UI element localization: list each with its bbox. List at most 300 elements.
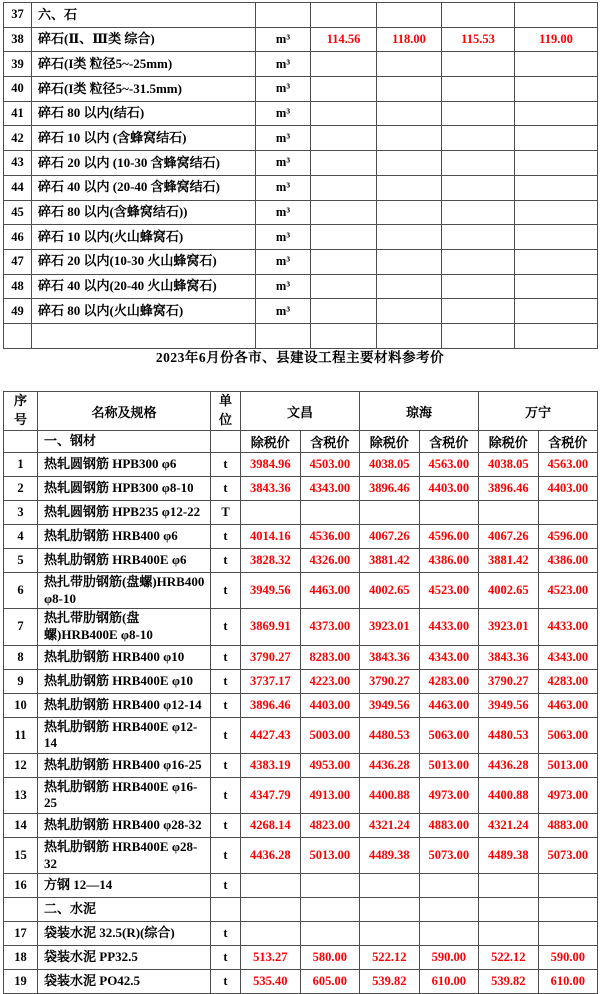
price-value: 4326.00 xyxy=(300,549,360,573)
price-value xyxy=(442,274,515,299)
price-value: 3896.46 xyxy=(360,477,420,501)
material-name: 方钢 12—14 xyxy=(38,874,211,898)
price-value xyxy=(442,77,515,102)
price-value: 8283.00 xyxy=(300,645,360,669)
row-number: 1 xyxy=(4,453,38,477)
price-value: 590.00 xyxy=(538,946,598,970)
unit-value: t xyxy=(211,970,241,994)
price-value xyxy=(300,874,360,898)
price-value: 4953.00 xyxy=(300,753,360,777)
price-value: 4002.65 xyxy=(479,573,539,609)
row-number xyxy=(4,323,32,348)
row-number: 15 xyxy=(4,838,38,874)
row-number: 38 xyxy=(4,27,32,52)
price-value xyxy=(241,922,301,946)
material-name: 热轧肋钢筋 HRB400E φ12-14 xyxy=(38,717,211,753)
table-row xyxy=(4,753,598,777)
material-name: 碎石(I类 粒径5~-25mm) xyxy=(32,52,256,77)
table-row xyxy=(4,453,598,477)
column-header-no xyxy=(4,392,38,431)
row-number xyxy=(4,898,38,922)
price-value: 3843.36 xyxy=(360,645,420,669)
price-value: 4883.00 xyxy=(538,814,598,838)
subheader-ex-tax-wanning: 除税价 xyxy=(479,431,539,453)
row-number: 13 xyxy=(4,777,38,813)
price-value: 3923.01 xyxy=(360,609,420,645)
price-value xyxy=(538,501,598,525)
unit-value: m³ xyxy=(256,52,311,77)
unit-value: t xyxy=(211,645,241,669)
price-value xyxy=(311,299,377,324)
price-value: 3790.27 xyxy=(479,669,539,693)
price-value xyxy=(377,101,442,126)
price-value xyxy=(377,77,442,102)
price-value: 4503.00 xyxy=(300,453,360,477)
unit-value: m³ xyxy=(256,175,311,200)
price-value xyxy=(300,922,360,946)
price-value: 4463.00 xyxy=(419,693,479,717)
page-title: 2023年6月份各市、县建设工程主要材料参考价 xyxy=(155,350,445,365)
price-value: 5063.00 xyxy=(538,717,598,753)
row-number: 48 xyxy=(4,274,32,299)
material-name: 热轧肋钢筋 HRB400E φ10 xyxy=(38,669,211,693)
price-value: 119.00 xyxy=(515,27,598,52)
price-value: 114.56 xyxy=(311,27,377,52)
price-value: 115.53 xyxy=(442,27,515,52)
table-row xyxy=(4,645,598,669)
price-value xyxy=(311,101,377,126)
column-header-unit-label: 单位 xyxy=(218,393,232,427)
price-value: 4436.28 xyxy=(241,838,301,874)
price-value xyxy=(515,274,598,299)
row-number: 11 xyxy=(4,717,38,753)
price-value xyxy=(442,249,515,274)
material-name: 碎石 80 以内(火山蜂窝石) xyxy=(32,299,256,324)
unit-value: t xyxy=(211,946,241,970)
price-value xyxy=(515,3,598,28)
material-name: 热轧圆钢筋 HPB300 φ6 xyxy=(38,453,211,477)
material-name: 二、水泥 xyxy=(38,898,211,922)
price-value: 5063.00 xyxy=(419,717,479,753)
price-value xyxy=(241,898,301,922)
table-row xyxy=(4,777,598,813)
price-value xyxy=(479,898,539,922)
unit-value: t xyxy=(211,549,241,573)
unit-value: m³ xyxy=(256,101,311,126)
price-value: 610.00 xyxy=(538,970,598,994)
table-row xyxy=(4,27,598,52)
row-number: 14 xyxy=(4,814,38,838)
price-value: 3881.42 xyxy=(360,549,420,573)
price-value xyxy=(442,299,515,324)
unit-value: m³ xyxy=(256,200,311,225)
price-value: 3923.01 xyxy=(479,609,539,645)
price-value: 4268.14 xyxy=(241,814,301,838)
row-number: 47 xyxy=(4,249,32,274)
price-value xyxy=(442,126,515,151)
price-value xyxy=(442,225,515,250)
row-number: 9 xyxy=(4,669,38,693)
price-value: 4489.38 xyxy=(479,838,539,874)
price-value: 3949.56 xyxy=(479,693,539,717)
price-value xyxy=(515,299,598,324)
price-value: 3790.27 xyxy=(360,669,420,693)
material-name: 热轧肋钢筋 HRB400E φ28-32 xyxy=(38,838,211,874)
table-row xyxy=(4,922,598,946)
price-value: 3790.27 xyxy=(241,645,301,669)
unit-value: t xyxy=(211,922,241,946)
price-value: 4436.28 xyxy=(479,753,539,777)
price-value xyxy=(515,151,598,176)
material-name: 热轧肋钢筋 HRB400 φ16-25 xyxy=(38,753,211,777)
price-value: 4400.88 xyxy=(360,777,420,813)
price-value: 3896.46 xyxy=(241,693,301,717)
price-value: 4563.00 xyxy=(538,453,598,477)
unit-value: m³ xyxy=(256,126,311,151)
price-value: 4067.26 xyxy=(479,525,539,549)
material-name: 袋装水泥 PO42.5 xyxy=(38,970,211,994)
material-name: 碎石(I类 粒径5~-31.5mm) xyxy=(32,77,256,102)
price-value: 539.82 xyxy=(479,970,539,994)
city-price-table xyxy=(3,391,598,994)
price-value: 4373.00 xyxy=(300,609,360,645)
price-value: 4973.00 xyxy=(538,777,598,813)
table-row xyxy=(4,717,598,753)
price-value xyxy=(419,501,479,525)
price-value: 4343.00 xyxy=(300,477,360,501)
price-value xyxy=(442,151,515,176)
price-value: 522.12 xyxy=(360,946,420,970)
price-value: 4536.00 xyxy=(300,525,360,549)
price-value: 4596.00 xyxy=(538,525,598,549)
material-name: 碎石 40 以内 (20-40 含蜂窝结石) xyxy=(32,175,256,200)
row-number: 39 xyxy=(4,52,32,77)
price-value xyxy=(377,175,442,200)
price-value xyxy=(377,126,442,151)
material-name: 热轧肋钢筋 HRB400E φ6 xyxy=(38,549,211,573)
price-value: 4014.16 xyxy=(241,525,301,549)
price-value: 3843.36 xyxy=(241,477,301,501)
row-number: 7 xyxy=(4,609,38,645)
price-value xyxy=(377,225,442,250)
price-value xyxy=(515,200,598,225)
table-row xyxy=(4,898,598,922)
price-value xyxy=(442,175,515,200)
price-value xyxy=(515,175,598,200)
unit-value: t xyxy=(211,814,241,838)
price-value: 535.40 xyxy=(241,970,301,994)
price-value: 4973.00 xyxy=(419,777,479,813)
table-row xyxy=(4,501,598,525)
material-name: 碎石 40 以内(20-40 火山蜂窝石) xyxy=(32,274,256,299)
material-name: 碎石(Ⅱ、Ⅲ类 综合) xyxy=(32,27,256,52)
price-value: 5013.00 xyxy=(300,838,360,874)
table-row xyxy=(4,274,598,299)
price-value: 522.12 xyxy=(479,946,539,970)
price-value xyxy=(479,501,539,525)
price-value: 118.00 xyxy=(377,27,442,52)
material-name: 热扎带肋钢筋(盘螺)HRB400E φ8-10 xyxy=(38,609,211,645)
row-number: 8 xyxy=(4,645,38,669)
price-value: 4386.00 xyxy=(538,549,598,573)
price-value xyxy=(300,898,360,922)
material-name: 袋装水泥 PP32.5 xyxy=(38,946,211,970)
price-value: 5013.00 xyxy=(419,753,479,777)
unit-value: m³ xyxy=(256,77,311,102)
price-value: 580.00 xyxy=(300,946,360,970)
table-header-row xyxy=(4,392,598,431)
price-value: 4883.00 xyxy=(419,814,479,838)
price-value: 3737.17 xyxy=(241,669,301,693)
price-value: 4463.00 xyxy=(300,573,360,609)
row-number: 40 xyxy=(4,77,32,102)
price-value xyxy=(311,126,377,151)
row-number: 37 xyxy=(4,3,32,28)
row-number: 3 xyxy=(4,501,38,525)
price-value: 4343.00 xyxy=(538,645,598,669)
price-value xyxy=(442,101,515,126)
price-value: 3949.56 xyxy=(241,573,301,609)
row-number: 19 xyxy=(4,970,38,994)
row-number: 42 xyxy=(4,126,32,151)
price-value: 4347.79 xyxy=(241,777,301,813)
price-value xyxy=(360,874,420,898)
unit-value: m³ xyxy=(256,249,311,274)
stone-table-body xyxy=(4,3,598,349)
price-value xyxy=(442,323,515,348)
material-name xyxy=(32,323,256,348)
price-value xyxy=(311,274,377,299)
subheader-empty-no xyxy=(4,431,38,453)
section-label-steel: 一、钢材 xyxy=(38,431,211,453)
price-value: 3843.36 xyxy=(479,645,539,669)
price-value xyxy=(311,77,377,102)
row-number: 16 xyxy=(4,874,38,898)
material-name: 热轧圆钢筋 HPB300 φ8-10 xyxy=(38,477,211,501)
price-value: 4480.53 xyxy=(360,717,420,753)
subheader-ex-tax-qionghai: 除税价 xyxy=(360,431,420,453)
price-value: 4283.00 xyxy=(538,669,598,693)
material-name: 热扎带肋钢筋(盘螺)HRB400 φ8-10 xyxy=(38,573,211,609)
row-number: 12 xyxy=(4,753,38,777)
table-subheader-row xyxy=(4,431,598,453)
price-value xyxy=(311,52,377,77)
price-value: 4223.00 xyxy=(300,669,360,693)
row-number: 5 xyxy=(4,549,38,573)
unit-value: m³ xyxy=(256,151,311,176)
unit-value: t xyxy=(211,777,241,813)
unit-value: t xyxy=(211,693,241,717)
price-value: 3869.91 xyxy=(241,609,301,645)
price-value: 4002.65 xyxy=(360,573,420,609)
table-row xyxy=(4,3,598,28)
subheader-inc-tax-qionghai: 含税价 xyxy=(419,431,479,453)
column-header-name: 名称及规格 xyxy=(38,392,211,431)
table-row xyxy=(4,609,598,645)
price-value xyxy=(515,323,598,348)
table-row xyxy=(4,225,598,250)
unit-value: t xyxy=(211,717,241,753)
table-row xyxy=(4,52,598,77)
price-value: 4489.38 xyxy=(360,838,420,874)
subheader-ex-tax-wenchang: 除税价 xyxy=(241,431,301,453)
unit-value: t xyxy=(211,838,241,874)
price-value: 4523.00 xyxy=(538,573,598,609)
table-row xyxy=(4,525,598,549)
price-value: 4596.00 xyxy=(419,525,479,549)
price-value xyxy=(515,225,598,250)
price-value: 539.82 xyxy=(360,970,420,994)
row-number: 4 xyxy=(4,525,38,549)
price-value xyxy=(515,52,598,77)
material-name: 热轧肋钢筋 HRB400 φ6 xyxy=(38,525,211,549)
subheader-inc-tax-wenchang: 含税价 xyxy=(300,431,360,453)
column-header-city-qionghai: 琼海 xyxy=(360,392,479,431)
table-row xyxy=(4,151,598,176)
material-name: 碎石 80 以内(含蜂窝结石)) xyxy=(32,200,256,225)
price-value xyxy=(360,898,420,922)
price-value: 4403.00 xyxy=(419,477,479,501)
price-value xyxy=(377,249,442,274)
price-value: 4913.00 xyxy=(300,777,360,813)
price-value: 4480.53 xyxy=(479,717,539,753)
row-number: 2 xyxy=(4,477,38,501)
price-value xyxy=(377,52,442,77)
table-row xyxy=(4,946,598,970)
price-value: 4433.00 xyxy=(419,609,479,645)
material-name: 六、石 xyxy=(32,3,256,28)
price-value xyxy=(311,323,377,348)
unit-value: m³ xyxy=(256,27,311,52)
row-number: 49 xyxy=(4,299,32,324)
price-value xyxy=(515,126,598,151)
table-row xyxy=(4,693,598,717)
price-value: 3949.56 xyxy=(360,693,420,717)
table-row xyxy=(4,101,598,126)
price-value: 4823.00 xyxy=(300,814,360,838)
subheader-inc-tax-wanning: 含税价 xyxy=(538,431,598,453)
table-row xyxy=(4,126,598,151)
material-name: 碎石 10 以内 (含蜂窝结石) xyxy=(32,126,256,151)
price-value xyxy=(442,52,515,77)
price-value xyxy=(241,501,301,525)
price-value: 3881.42 xyxy=(479,549,539,573)
price-value: 3896.46 xyxy=(479,477,539,501)
material-name: 热轧肋钢筋 HRB400 φ10 xyxy=(38,645,211,669)
unit-value: m³ xyxy=(256,274,311,299)
table-row xyxy=(4,549,598,573)
column-header-unit xyxy=(211,392,241,431)
table-row xyxy=(4,814,598,838)
table-row xyxy=(4,838,598,874)
material-name: 碎石 10 以内(火山蜂窝石) xyxy=(32,225,256,250)
row-number: 46 xyxy=(4,225,32,250)
price-value xyxy=(377,274,442,299)
price-value: 4403.00 xyxy=(538,477,598,501)
unit-value: t xyxy=(211,753,241,777)
price-value xyxy=(377,200,442,225)
price-value xyxy=(377,3,442,28)
row-number: 6 xyxy=(4,573,38,609)
table-row xyxy=(4,175,598,200)
price-value xyxy=(311,200,377,225)
price-value: 4067.26 xyxy=(360,525,420,549)
material-name: 碎石 20 以内(10-30 火山蜂窝石) xyxy=(32,249,256,274)
material-name: 热轧肋钢筋 HRB400 φ12-14 xyxy=(38,693,211,717)
row-number: 41 xyxy=(4,101,32,126)
price-value: 4343.00 xyxy=(419,645,479,669)
column-header-no-label: 序号 xyxy=(13,393,27,427)
price-value: 4403.00 xyxy=(300,693,360,717)
price-value: 5073.00 xyxy=(419,838,479,874)
price-table-body xyxy=(4,453,598,994)
price-value: 4283.00 xyxy=(419,669,479,693)
price-value: 610.00 xyxy=(419,970,479,994)
price-value xyxy=(311,3,377,28)
unit-value: T xyxy=(211,501,241,525)
price-value xyxy=(538,922,598,946)
row-number: 10 xyxy=(4,693,38,717)
price-value: 5013.00 xyxy=(538,753,598,777)
unit-value: m³ xyxy=(256,299,311,324)
price-value: 4433.00 xyxy=(538,609,598,645)
price-value xyxy=(311,249,377,274)
material-name: 袋装水泥 32.5(R)(综合) xyxy=(38,922,211,946)
price-value xyxy=(300,501,360,525)
unit-value: t xyxy=(211,453,241,477)
row-number: 18 xyxy=(4,946,38,970)
price-value: 4523.00 xyxy=(419,573,479,609)
material-name: 热轧肋钢筋 HRB400 φ28-32 xyxy=(38,814,211,838)
table-row xyxy=(4,669,598,693)
price-value xyxy=(442,3,515,28)
price-value xyxy=(442,200,515,225)
table-row xyxy=(4,573,598,609)
price-value: 5003.00 xyxy=(300,717,360,753)
unit-value xyxy=(256,3,311,28)
unit-value: t xyxy=(211,477,241,501)
price-value: 4321.24 xyxy=(479,814,539,838)
price-value: 4038.05 xyxy=(360,453,420,477)
price-value xyxy=(419,898,479,922)
subheader-empty-unit xyxy=(211,431,241,453)
price-value: 4427.43 xyxy=(241,717,301,753)
price-value: 3828.32 xyxy=(241,549,301,573)
column-header-city-wanning: 万宁 xyxy=(479,392,598,431)
price-value xyxy=(515,249,598,274)
price-value: 4038.05 xyxy=(479,453,539,477)
price-value: 513.27 xyxy=(241,946,301,970)
table-row xyxy=(4,200,598,225)
unit-value: t xyxy=(211,874,241,898)
table-row xyxy=(4,477,598,501)
price-value xyxy=(360,922,420,946)
price-value: 4400.88 xyxy=(479,777,539,813)
row-number: 44 xyxy=(4,175,32,200)
price-value: 3984.96 xyxy=(241,453,301,477)
unit-value xyxy=(211,898,241,922)
price-value xyxy=(311,175,377,200)
price-value xyxy=(377,151,442,176)
price-value: 4383.19 xyxy=(241,753,301,777)
row-number: 45 xyxy=(4,200,32,225)
material-name: 碎石 80 以内(结石) xyxy=(32,101,256,126)
price-value xyxy=(419,922,479,946)
price-value xyxy=(515,101,598,126)
price-value xyxy=(377,299,442,324)
price-value xyxy=(479,922,539,946)
price-value: 4463.00 xyxy=(538,693,598,717)
